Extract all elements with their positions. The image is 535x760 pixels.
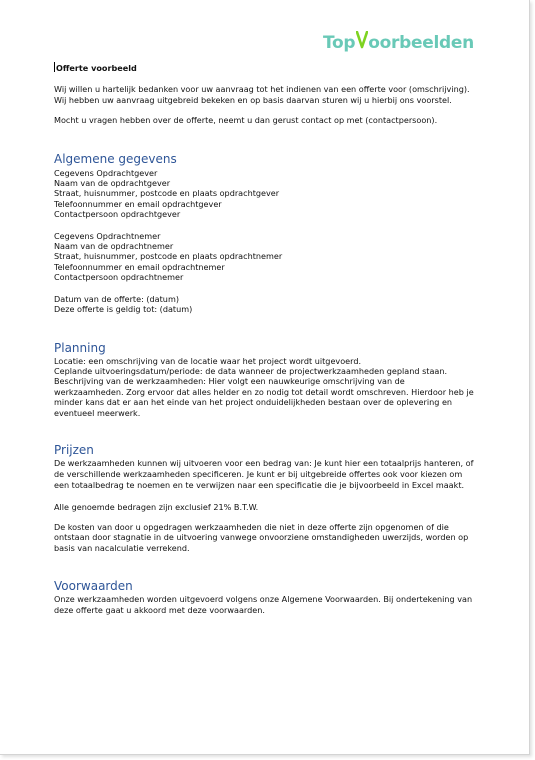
offer-dates <box>54 294 474 315</box>
client-line: Contactpersoon opdrachtgever <box>54 209 181 220</box>
offer-date-line: Datum van de offerte: (datum) <box>54 293 179 304</box>
contractor-details <box>54 231 474 283</box>
text-cursor <box>54 62 55 72</box>
document-title <box>54 62 474 73</box>
logo-text-oorbeelden: oorbeelden <box>368 33 474 53</box>
planning-dates: Ceplande uitvoeringsdatum/periode: de data wanneer de projectwerkzaamheden gepland staan. <box>54 365 448 376</box>
logo-checkmark-icon <box>356 31 368 49</box>
prices-paragraph: De werkzaamheden kunnen wij uitvoeren voor een bedrag van: Je kunt hier een totaalprijs hanteren, of de verschillende werkzaamheden specificeren. Je kunt er bij uitgebreide offertes ook voor kiezen om een totaalbedrag te noemen en te verwijzen naar een specificatie die je bijvoorbeeld in Excel maakt. <box>54 457 474 491</box>
contractor-line: Cegevens Opdrachtnemer <box>54 230 161 241</box>
questions-paragraph: Mocht u vragen hebben over de offerte, neemt u dan gerust contact op met (contactpersoon). <box>54 115 438 126</box>
section-heading-prices: Prijzen <box>54 442 94 457</box>
document-title-text: Offerte voorbeeld <box>56 63 137 73</box>
prices-vat-note: Alle genoemde bedragen zijn exclusief 21% B.T.W. <box>54 501 259 512</box>
prices-extra-work: De kosten van door u opgedragen werkzaamheden die niet in deze offerte zijn opgenomen of die ontstaan door stagnatie in de uitvoering vanwege onvoorziene omstandigheden uwerzijds, worden op basis van nacalculatie verrekend. <box>54 521 469 553</box>
contractor-line: Contactpersoon opdrachtnemer <box>54 272 184 283</box>
planning-body <box>54 356 474 418</box>
document-body[interactable] <box>54 62 474 615</box>
planning-description: Beschrijving van de werkzaamheden: Hier volgt een nauwkeurige omschrijving van de werkzaamheden. Zorg ervoor dat alles helder en zo nodig tot detail wordt omschreven. Hierdoor heb je minder kans dat er aan het einde van het project onduidelijkheden bestaan over de oplevering en eventueel meerwerk. <box>54 376 474 418</box>
section-heading-general: Algemene gegevens <box>54 151 177 166</box>
logo-text-top: Top <box>323 33 356 53</box>
client-line: Naam van de opdrachtgever <box>54 178 171 189</box>
client-line: Straat, huisnummer, postcode en plaats opdrachtgever <box>54 188 280 199</box>
planning-location: Locatie: een omschrijving van de locatie waar het project wordt uitgevoerd. <box>54 355 362 366</box>
client-line: Telefoonnummer en email opdrachtgever <box>54 198 222 209</box>
offer-validity-line: Deze offerte is geldig tot: (datum) <box>54 304 193 315</box>
topvoorbeelden-logo <box>323 31 474 53</box>
contractor-line: Naam van de opdrachtnemer <box>54 241 174 252</box>
client-line: Cegevens Opdrachtgever <box>54 167 158 178</box>
contractor-line: Straat, huisnummer, postcode en plaats opdrachtnemer <box>54 251 283 262</box>
section-heading-planning: Planning <box>54 340 106 355</box>
client-details <box>54 168 474 220</box>
section-heading-conditions: Voorwaarden <box>54 579 133 594</box>
contractor-line: Telefoonnummer en email opdrachtnemer <box>54 261 225 272</box>
prices-body <box>54 458 474 553</box>
intro-paragraph: Wij willen u hartelijk bedanken voor uw aanvraag tot het indienen van een offerte voor (omschrijving). Wij hebben uw aanvraag uitgebreid bekeken en op basis daarvan sturen wij u hierbij ons voorstel. <box>54 84 470 105</box>
conditions-paragraph: Onze werkzaamheden worden uitgevoerd volgens onze Algemene Voorwaarden. Bij ondertekening van deze offerte gaat u akkoord met deze voorwaarden. <box>54 594 473 615</box>
